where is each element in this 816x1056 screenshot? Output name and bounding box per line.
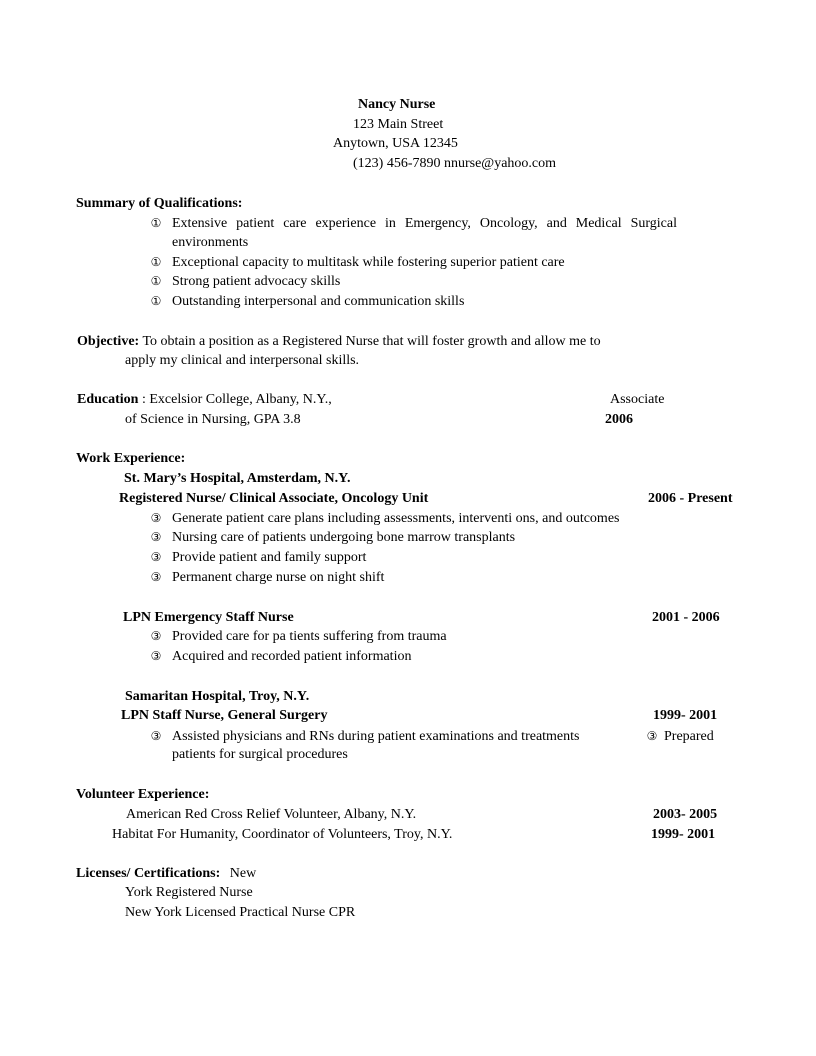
employer-name: St. Mary’s Hospital, Amsterdam, N.Y.	[124, 471, 351, 486]
summary-item: Extensive patient care experience in Emergency, Oncology, and Medical Surgical environments	[172, 216, 677, 250]
education-sep: :	[141, 392, 146, 407]
education-degree: of Science in Nursing, GPA 3.8	[125, 412, 301, 427]
education-degree-start: Associate	[610, 392, 665, 407]
work-heading: Work Experience:	[76, 451, 186, 466]
objective-text-cont: apply my clinical and interpersonal skills.	[125, 353, 360, 368]
education-school: Excelsior College, Albany, N.Y.,	[149, 392, 332, 407]
job-dates: 1999- 2001	[653, 708, 718, 723]
objective-text: To obtain a position as a Registered Nurse that will foster growth and allow me to	[142, 334, 601, 349]
license-item: York Registered Nurse	[125, 885, 253, 900]
licenses-line	[76, 864, 256, 883]
job-duty: Permanent charge nurse on night shift	[172, 570, 385, 585]
volunteer-dates: 2003- 2005	[653, 807, 718, 822]
employer-name: Samaritan Hospital, Troy, N.Y.	[125, 689, 310, 704]
volunteer-item: American Red Cross Relief Volunteer, Albany, N.Y.	[126, 807, 417, 822]
clock-bullet-icon: ①	[150, 274, 162, 288]
clock-bullet-icon: ①	[150, 294, 162, 308]
summary-heading: Summary of Qualifications:	[76, 196, 243, 211]
clock-bullet-icon: ①	[150, 255, 162, 269]
summary-item: Exceptional capacity to multitask while fostering superior patient care	[172, 255, 565, 270]
numbered-bullet-icon: ③	[150, 530, 162, 544]
numbered-bullet-icon: ③	[150, 511, 162, 525]
job-duty: Provided care for pa tients suffering from trauma	[172, 629, 447, 644]
education-year: 2006	[605, 412, 633, 427]
license-item: New York Licensed Practical Nurse CPR	[125, 905, 356, 920]
street-address: 123 Main Street	[353, 117, 444, 132]
numbered-bullet-icon: ③	[646, 729, 658, 743]
job-duty: Provide patient and family support	[172, 550, 367, 565]
volunteer-dates: 1999- 2001	[651, 827, 716, 842]
numbered-bullet-icon: ③	[150, 729, 162, 743]
summary-list	[0, 214, 816, 314]
job-duty-cont: patients for surgical procedures	[172, 747, 348, 762]
numbered-bullet-icon: ③	[150, 550, 162, 564]
resume-name: Nancy Nurse	[358, 97, 436, 112]
job-title: Registered Nurse/ Clinical Associate, Oncology Unit	[119, 491, 429, 506]
job-dates: 2001 - 2006	[652, 610, 720, 625]
volunteer-item: Habitat For Humanity, Coordinator of Volunteers, Troy, N.Y.	[112, 827, 453, 842]
education-line	[77, 390, 332, 409]
objective-label: Objective:	[77, 334, 140, 349]
licenses-heading: Licenses/ Certifications:	[76, 866, 221, 881]
volunteer-heading: Volunteer Experience:	[76, 787, 210, 802]
job-duty: Nursing care of patients undergoing bone marrow transplants	[172, 530, 516, 545]
job-dates: 2006 - Present	[648, 491, 733, 506]
numbered-bullet-icon: ③	[150, 649, 162, 663]
summary-item: Strong patient advocacy skills	[172, 274, 341, 289]
job-duty: Assisted physicians and RNs during patient examinations and treatments	[172, 729, 580, 744]
contact-info: (123) 456-7890 nnurse@yahoo.com	[353, 156, 557, 171]
objective-line	[77, 332, 601, 351]
job-title: LPN Emergency Staff Nurse	[123, 610, 294, 625]
job-duty: Generate patient care plans including assessments, interventi ons, and outcomes	[172, 511, 620, 526]
job-title: LPN Staff Nurse, General Surgery	[121, 708, 328, 723]
license-item: New	[229, 866, 257, 881]
job-duty: Acquired and recorded patient information	[172, 649, 412, 664]
education-label: Education	[77, 392, 139, 407]
job-duty-inline: Prepared	[664, 729, 714, 744]
numbered-bullet-icon: ③	[150, 629, 162, 643]
summary-item: Outstanding interpersonal and communication skills	[172, 294, 465, 309]
numbered-bullet-icon: ③	[150, 570, 162, 584]
clock-bullet-icon: ①	[150, 216, 162, 230]
city-state-zip: Anytown, USA 12345	[333, 136, 458, 151]
